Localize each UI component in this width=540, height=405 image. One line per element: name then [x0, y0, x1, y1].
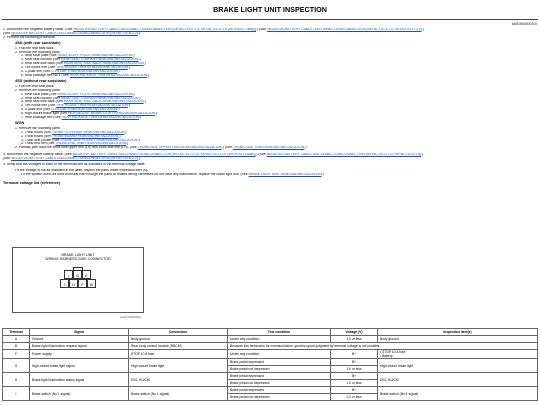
steps-before: [3, 28, 537, 40]
table-cell: B+: [331, 387, 378, 394]
procedure-text: .): [138, 58, 141, 62]
procedure-text: 3. Trunk side pocket (See: [21, 138, 61, 142]
table-cell: F: [3, 350, 30, 359]
procedure-text: .): [139, 116, 142, 120]
procedure-line: [3, 163, 537, 167]
reference-link[interactable]: NEGATIVE BATTERY CABLE DISCONNECTION/CONNECTION [SKYACTIV-D 2.2]: [11, 157, 138, 161]
reference-link[interactable]: REAR PACKAGE TRIM REMOVAL/INSTALLATION: [61, 116, 140, 120]
table-cell: Brake pedal not depressed: [228, 366, 331, 373]
table-cell: Brake pedal depressed: [228, 387, 331, 394]
reference-link[interactable]: TRUNK SIDE TRIM REMOVAL/INSTALLATION: [232, 146, 305, 150]
col-test-condition: Test condition: [228, 329, 331, 336]
reference-link[interactable]: NEGATIVE BATTERY CABLE DISCONNECTION/CONNECTION [SKYACTIV-D 2.2]: [11, 31, 138, 35]
procedure-text: 2. Perform the following procedure.: [3, 35, 56, 39]
procedure-line: [3, 157, 537, 161]
procedure-text: .): [137, 157, 140, 161]
page-title: BRAKE LIGHT UNIT INSPECTION: [213, 5, 327, 14]
reference-link[interactable]: NEGATIVE BATTERY CABLE DISCONNECTION/CONNECTION [SKYACTIV-G 2.5, SKYACTIV-G 2.5 (WITHOUT i-stop)]: [73, 28, 256, 31]
section-heading-4sd-sunshade: 4SD (with rear sunshade): [15, 40, 61, 45]
reference-link[interactable]: C-PILLAR TRIM REMOVAL/INSTALLATION: [51, 70, 118, 74]
procedure-text: .) (See: [256, 28, 268, 31]
table-cell: Brake pedal depressed: [228, 359, 331, 366]
table-cell: B+: [331, 373, 378, 380]
table-cell: Brake pedal not depressed: [228, 380, 331, 387]
procedure-text: .): [127, 66, 130, 70]
procedure-text: .): [304, 146, 307, 150]
table-cell: B: [3, 343, 30, 350]
procedure-text: .): [155, 112, 158, 116]
procedure-text: .): [126, 142, 129, 146]
table-cell: Brake switch (No.1 signal): [378, 387, 538, 401]
table-cell: A: [3, 336, 30, 343]
procedure-text: 1. Rear scuff plate (See: [21, 92, 58, 96]
section-4sd-sunshade: [3, 47, 537, 78]
procedure-text: 4. Tire house trim (See: [21, 66, 57, 70]
procedure-text: .) (See: [255, 153, 267, 157]
table-cell: Brake switch (No.1 signal): [129, 387, 228, 401]
reference-link[interactable]: REAR SCUFF PLATE REMOVAL/INSTALLATION: [57, 54, 133, 58]
table-cell: Because this terminal is for communication, good/no good judgment by terminal voltage is not possible.: [228, 343, 538, 350]
procedure-text: 4. Trunk end trim (See: [21, 142, 56, 146]
table-header-row: [3, 329, 538, 336]
procedure-text: 2. Partially peel back the trunk side upper trim (LH) and trunk side trim (LH). (See: [15, 146, 138, 150]
procedure-text: .): [132, 54, 135, 58]
reference-link[interactable]: TRUNK SIDE POCKET REMOVAL/INSTALLATION: [60, 138, 138, 142]
procedure-text: 1. Rear scuff plate (See: [21, 54, 58, 58]
section-4sd-no-sunshade: [3, 85, 537, 120]
procedure-line: [3, 36, 537, 40]
procedure-text: 3. Rear seat side back (See: [21, 100, 64, 104]
procedure-text: 7. Rear package trim (See: [21, 116, 62, 120]
section-heading-wgn: WGN: [15, 120, 25, 125]
table-cell: 1.0 or less: [331, 394, 378, 401]
procedure-text: 4. Tire house trim (See: [21, 104, 57, 108]
table-cell: Rear body control module (RBCM): [129, 343, 228, 350]
procedure-text: (See: [3, 157, 12, 161]
procedure-text: 6. High-mount brake light (See: [21, 112, 68, 116]
procedure-text: .): [117, 108, 120, 112]
table-cell: Brake light illumination request signal: [30, 343, 129, 350]
table-cell: H: [3, 373, 30, 387]
table-cell: Body ground: [129, 336, 228, 343]
table-row: [3, 387, 538, 394]
procedure-line: [3, 74, 537, 78]
reference-link[interactable]: TRUNK BOARD REMOVAL/INSTALLATION: [51, 134, 119, 138]
procedure-text: .) (See: [221, 146, 233, 150]
col-inspection-items: Inspection item(s): [378, 329, 538, 336]
table-row: [3, 336, 538, 343]
reference-link[interactable]: TRUNK END TRIM REMOVAL/INSTALLATION: [55, 142, 127, 146]
procedure-text: .): [138, 96, 141, 100]
procedure-text: 1. Fold the rear seat back.: [15, 46, 55, 50]
table-cell: Brake light illumination status signal: [30, 373, 129, 387]
table-cell: I: [3, 387, 30, 401]
pin-i: I: [64, 270, 73, 279]
table-cell: B+: [331, 350, 378, 359]
pin-b: B: [87, 279, 96, 288]
col-voltage: Voltage (V): [331, 329, 378, 336]
table-cell: STOP 10 A fuse: [129, 350, 228, 359]
procedure-text: .): [137, 31, 140, 35]
procedure-text: 1. Trunk board (See: [21, 130, 52, 134]
procedure-text: (See: [3, 31, 12, 35]
col-terminal: Terminal: [3, 329, 30, 336]
procedure-text: • If the system does not work normally even though the parts or related wiring harnesses do not have any malfunction, replace the brake light unit. (See: [21, 172, 249, 176]
procedure-text: 2. Rear seat cushion (See: [21, 58, 62, 62]
procedure-text: .): [137, 138, 140, 142]
procedure-text: .): [321, 172, 324, 176]
col-connection: Connection: [129, 329, 228, 336]
procedure-text: .): [132, 92, 135, 96]
reference-link[interactable]: TIRE HOUSE TRIM REMOVAL/INSTALLATION: [56, 104, 128, 108]
table-cell: 1.0 or less: [331, 380, 378, 387]
table-cell: • STOP 10 A fuse • Battery: [378, 350, 538, 359]
procedure-text: 1. Fold the rear seat back.: [15, 84, 55, 88]
reference-link[interactable]: REAR PACKAGE TRIM REMOVAL/INSTALLATION: [69, 73, 148, 77]
title-divider: [2, 19, 538, 20]
procedure-text: .): [421, 28, 424, 31]
procedure-text: • If the voltage is not as indicated in the table, inspect the parts under inspection item (s).: [15, 169, 148, 172]
reference-link[interactable]: REAR SEAT CUSHION REMOVAL/INSTALLATION: [61, 96, 139, 100]
reference-link[interactable]: REAR SEAT SIDE BACK REMOVAL/INSTALLATION: [63, 100, 144, 104]
procedure-text: 1. Remove the following parts:: [15, 126, 61, 130]
table-row: [3, 373, 538, 380]
reference-link[interactable]: NEGATIVE BATTERY CABLE DISCONNECTION/CONNECTION [SKYACTIV-G 2.0, SKYACTIV-G 2.5]: [267, 28, 422, 31]
procedure-text: 2. Trunk board (See: [21, 134, 52, 138]
pin-j: J: [60, 279, 69, 288]
table-cell: Body ground: [378, 336, 538, 343]
procedure-body: [3, 28, 537, 186]
procedure-text: .): [143, 62, 146, 66]
procedure-text: .): [127, 104, 130, 108]
table-row: [3, 359, 538, 366]
procedure-text: 2. Remove the following parts:: [15, 50, 61, 54]
procedure-text: .): [143, 100, 146, 104]
reference-link[interactable]: HIGH-MOUNT BRAKE LIGHT REMOVAL/INSTALLATION: [67, 112, 156, 116]
procedure-text: .): [147, 73, 150, 77]
table-row: [3, 343, 538, 350]
reference-link[interactable]: REAR SEAT CUSHION REMOVAL/INSTALLATION: [61, 58, 139, 62]
table-cell: 1.0 or less: [331, 366, 378, 373]
pin-h: H: [69, 279, 78, 288]
procedure-text: .): [117, 70, 120, 74]
table-cell: DSC HU/CM: [129, 373, 228, 387]
procedure-text: 2. Rear seat cushion (See: [21, 96, 62, 100]
document-id: id0818b0400100: [511, 22, 537, 26]
table-title: Terminal voltage list (reference): [3, 180, 61, 185]
diagram-title: BRAKE LIGHT UNIT: [61, 253, 95, 257]
reference-link[interactable]: NEGATIVE BATTERY CABLE DISCONNECTION/CONNECTION [SKYACTIV-G 2.0, SKYACTIV-G 2.5]: [266, 153, 422, 157]
table-cell: High-mount brake light signal: [30, 359, 129, 373]
procedure-line: [3, 116, 537, 120]
connector-diagram: [12, 247, 144, 319]
section-heading-4sd-no-sunshade: 4SD (without rear sunshade): [15, 78, 67, 83]
terminal-voltage-table: [2, 328, 538, 401]
reference-link[interactable]: TRUNK SIDE UPPER TRIM REMOVAL/INSTALLATION: [137, 146, 222, 150]
procedure-text: 4. Verify that the voltages of each of the terminals are as indicated in the terminal voltage table.: [3, 163, 146, 167]
figure-code: am6zzw00003211: [120, 316, 141, 319]
pin-f: F: [78, 279, 87, 288]
procedure-text: .): [118, 134, 121, 138]
table-cell: B+: [331, 359, 378, 366]
table-cell: Brake pedal not depressed: [228, 394, 331, 401]
table-cell: 1.0 or less: [331, 336, 378, 343]
procedure-text: 6. Rear package trim No.1 (See: [21, 73, 70, 77]
pin-e: E: [82, 270, 91, 279]
reference-link[interactable]: C-PILLAR TRIM REMOVAL/INSTALLATION: [51, 108, 118, 112]
reference-link[interactable]: NEGATIVE BATTERY CABLE DISCONNECTION/CONNECTION [SKYACTIV-G 2.5, SKYACTIV-G 2.5 (WITHOUT i-stop)]: [72, 153, 256, 157]
table-row: [3, 350, 538, 359]
table-cell: Under any condition: [228, 336, 331, 343]
table-cell: Power supply: [30, 350, 129, 359]
procedure-text: .): [124, 130, 127, 134]
table-cell: DSC HU/CM: [378, 373, 538, 387]
section-wgn: [3, 127, 537, 150]
procedure-text: 3. Rear seat side back (See: [21, 62, 64, 66]
steps-after: [3, 153, 537, 177]
connector-shape: [58, 267, 98, 289]
reference-link[interactable]: REAR SEAT SIDE BACK REMOVAL/INSTALLATION: [63, 62, 144, 66]
diagram-subtitle: WIRING HARNESS-SIDE CONNECTOR: [45, 257, 111, 261]
procedure-text: .): [421, 153, 424, 157]
procedure-text: 1. Disconnect the negative battery cable. (See: [3, 28, 74, 31]
reference-link[interactable]: TIRE HOUSE TRIM REMOVAL/INSTALLATION: [56, 66, 128, 70]
table-cell: Brake switch (No.1 signal): [30, 387, 129, 401]
table-cell: High-mount brake light: [129, 359, 228, 373]
procedure-text: 3. Reconnect the negative battery cable. (See: [3, 153, 73, 157]
table-cell: Brake pedal depressed: [228, 373, 331, 380]
procedure-text: 5. C-pillar trim (See: [21, 70, 52, 74]
procedure-text: 2. Remove the following parts:: [15, 88, 61, 92]
table-cell: Under any condition: [228, 350, 331, 359]
table-cell: High-mount brake light: [378, 359, 538, 373]
col-signal: Signal: [30, 329, 129, 336]
reference-link[interactable]: TRUNK COVERING REMOVAL/INSTALLATION: [51, 130, 125, 134]
procedure-text: 5. C-pillar trim (See: [21, 108, 52, 112]
reference-link[interactable]: BRAKE LIGHT UNIT REMOVAL/INSTALLATION: [248, 172, 322, 176]
pin-g: G: [73, 270, 82, 279]
reference-link[interactable]: REAR SCUFF PLATE REMOVAL/INSTALLATION: [57, 92, 133, 96]
table-cell: G: [3, 359, 30, 373]
table-cell: Ground: [30, 336, 129, 343]
